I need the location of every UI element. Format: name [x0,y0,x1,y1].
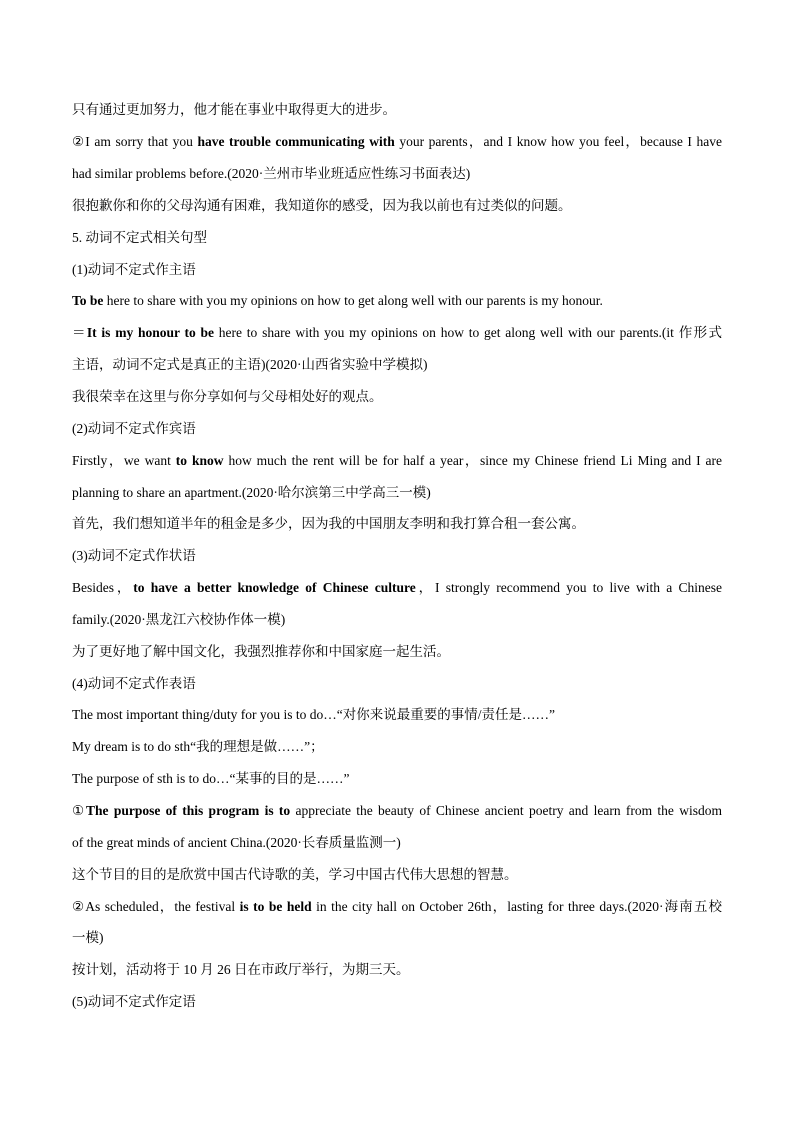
text-run: how much the rent will be for half a year，since my Chinese friend Li Ming and I are [223,453,723,468]
bold-phrase: to have a better knowledge of Chinese culture [133,580,416,595]
text-line: 按计划，活动将于 10 月 26 日在市政厅举行，为期三天。 [72,962,410,977]
text-line: 为了更好地了解中国文化，我强烈推荐你和中国家庭一起生活。 [72,644,450,659]
subsection-heading: (3)动词不定式作状语 [72,548,196,563]
bold-phrase: It is my honour to be [86,325,215,340]
text-line [72,578,722,598]
text-line: 首先，我们想知道半年的租金是多少，因为我的中国朋友李明和我打算合租一套公寓。 [72,516,585,531]
text-line [72,323,722,343]
text-line [72,897,722,917]
text-line: My dream is to do sth“我的理想是做……”； [72,739,324,754]
subsection-heading: (5)动词不定式作定语 [72,994,196,1009]
text-line [72,451,722,471]
text-line: 我很荣幸在这里与你分享如何与父母相处好的观点。 [72,389,383,404]
text-run: Besides， [72,580,134,595]
section-heading: 5. 动词不定式相关句型 [72,230,207,245]
text-run: in the city hall on October 26th，lasting for three days.(2020·海南五校 [311,899,722,914]
text-line: 只有通过更加努力，他才能在事业中取得更大的进步。 [72,102,396,117]
text-run: here to share with you my opinions on how to get along well with our parents.(it 作形式 [214,325,722,340]
text-line: The most important thing/duty for you is to do…“对你来说最重要的事情/责任是……” [72,707,555,722]
subsection-heading: (2)动词不定式作宾语 [72,421,196,436]
subsection-heading: (1)动词不定式作主语 [72,262,196,277]
text-run: Firstly，we want [72,453,176,468]
text-line: planning to share an apartment.(2020·哈尔滨第三中学高三一模) [72,485,431,500]
text-line: 很抱歉你和你的父母沟通有困难，我知道你的感受，因为我以前也有过类似的问题。 [72,198,572,213]
text-line: 一模) [72,930,104,945]
text-run: ＝ [72,325,87,340]
text-run: here to share with you my opinions on how to get along well with our parents is my honour. [103,293,603,308]
text-run: ① [72,803,87,818]
text-line: 这个节目的目的是欣赏中国古代诗歌的美，学习中国古代伟大思想的智慧。 [72,867,518,882]
text-line: of the great minds of ancient China.(2020·长春质量监测一) [72,835,401,850]
text-line [72,291,722,311]
text-line: had similar problems before.(2020·兰州市毕业班适应性练习书面表达) [72,166,471,181]
bold-phrase: have trouble communicating with [197,134,395,149]
text-run: ，I strongly recommend you to live with a Chinese [415,580,723,595]
text-run: appreciate the beauty of Chinese ancient poetry and learn from the wisdom [290,803,722,818]
text-line: 主语，动词不定式是真正的主语)(2020·山西省实验中学模拟) [72,357,428,372]
text-line: The purpose of sth is to do…“某事的目的是……” [72,771,350,786]
text-run: your parents，and I know how you feel，because I have [394,134,722,149]
text-line: family.(2020·黑龙江六校协作体一模) [72,612,286,627]
text-run: ②As scheduled，the festival [72,899,240,914]
subsection-heading: (4)动词不定式作表语 [72,676,196,691]
bold-phrase: to know [175,453,224,468]
bold-phrase: The purpose of this program is to [86,803,291,818]
text-run: ②I am sorry that you [72,134,198,149]
text-line [72,801,722,821]
bold-phrase: is to be held [239,899,312,914]
text-line [72,132,722,152]
bold-phrase: To be [72,293,104,308]
